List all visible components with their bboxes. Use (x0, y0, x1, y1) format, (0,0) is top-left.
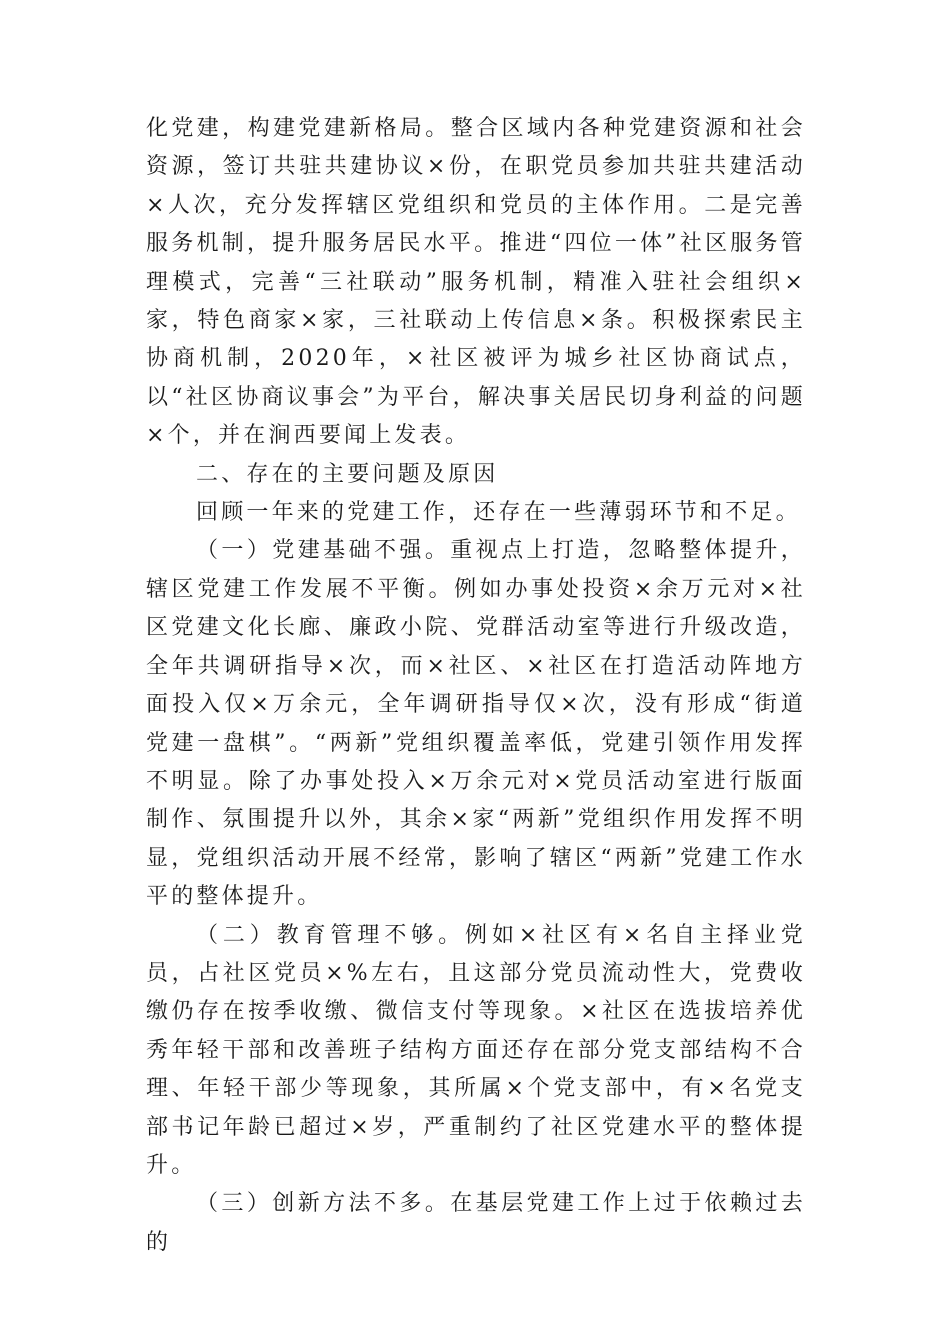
section-heading: 二、存在的主要问题及原因 (196, 461, 499, 487)
paragraph-issue-one: （一）党建基础不强。重视点上打造，忽略整体提升，辖区党建工作发展不平衡。例如办事处投资×余万元对×社区党建文化长廊、廉政小院、党群活动室等进行升级改造，全年共调研指导×次，而×社区、×社区在打造活动阵地方面投入仅×万余元，全年调研指导仅×次，没有形成“街道党建一盘棋”。“两新”党组织覆盖率低，党建引领作用发挥不明显。除了办事处投入×万余元对×党员活动室进行版面制作、氛围提升以外，其余×家“两新”党组织作用发挥不明显，党组织活动开展不经常，影响了辖区“两新”党建工作水平的整体提升。 (146, 538, 806, 910)
paragraph-continuation: 化党建，构建党建新格局。整合区域内各种党建资源和社会资源，签订共驻共建协议×份，在职党员参加共驻共建活动×人次，充分发挥辖区党组织和党员的主体作用。二是完善服务机制，提升服务居民水平。推进“四位一体”社区服务管理模式，完善“三社联动”服务机制，精准入驻社会组织×家，特色商家×家，三社联动上传信息×条。积极探索民主协商机制，2020年，×社区被评为城乡社区协商试点，以“社区协商议事会”为平台，解决事关居民切身利益的问题×个，并在涧西要闻上发表。 (146, 116, 806, 449)
paragraph-issue-two: （二）教育管理不够。例如×社区有×名自主择业党员，占社区党员×%左右，且这部分党员流动性大，党费收缴仍存在按季收缴、微信支付等现象。×社区在选拔培养优秀年轻干部和改善班子结构方面还存在部分党支部结构不合理、年轻干部少等现象，其所属×个党支部中，有×名党支部书记年龄已超过×岁，严重制约了社区党建水平的整体提升。 (146, 922, 806, 1178)
paragraph-review: 回顾一年来的党建工作，还存在一些薄弱环节和不足。 (196, 500, 801, 526)
document-body (146, 110, 806, 1262)
paragraph-issue-three: （三）创新方法不多。在基层党建工作上过于依赖过去的 (146, 1191, 806, 1255)
